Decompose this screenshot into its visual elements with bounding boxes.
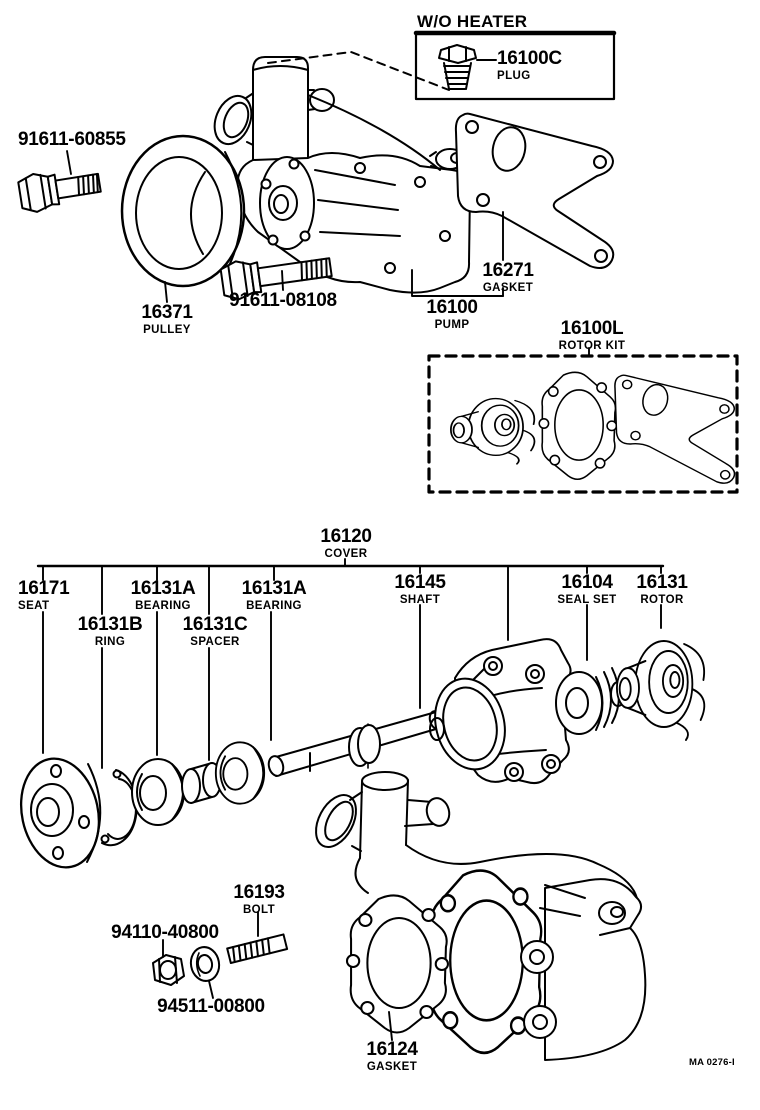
kit-bracket-drawing bbox=[615, 375, 735, 483]
part-name: GASKET bbox=[366, 1060, 418, 1073]
label-bearing-front bbox=[131, 579, 196, 612]
part-number: 94511-00800 bbox=[157, 996, 265, 1017]
part-name: PUMP bbox=[434, 318, 470, 331]
label-ring bbox=[78, 615, 143, 648]
label-spacer bbox=[183, 615, 248, 648]
pulley-drawing bbox=[122, 136, 244, 286]
part-name: GASKET bbox=[482, 281, 534, 294]
kit-rotor-drawing bbox=[451, 399, 535, 464]
part-name: BOLT bbox=[242, 903, 276, 916]
part-name: PLUG bbox=[497, 69, 531, 82]
label-gasket-bracket bbox=[482, 261, 533, 294]
kit-gasket-drawing bbox=[539, 372, 616, 479]
part-number: 16131A bbox=[130, 578, 196, 599]
part-number: 16100L bbox=[560, 318, 624, 339]
label-shaft bbox=[394, 573, 445, 606]
part-name: SEAT bbox=[18, 599, 50, 612]
inset-title: W/O HEATER bbox=[417, 12, 528, 31]
part-number: 16131 bbox=[636, 572, 688, 593]
pump-drawing bbox=[208, 57, 470, 293]
part-number: 16100 bbox=[426, 297, 478, 318]
label-bolt-pulley bbox=[18, 130, 126, 150]
part-name: SPACER bbox=[190, 635, 240, 648]
label-gasket-body bbox=[366, 1040, 417, 1073]
washer-drawing bbox=[188, 945, 221, 983]
bearing-rear-drawing bbox=[216, 742, 264, 803]
label-seal-set bbox=[557, 573, 616, 606]
part-number: 91611-60855 bbox=[18, 129, 126, 150]
part-name: COVER bbox=[324, 547, 368, 560]
part-number: 16131A bbox=[241, 578, 307, 599]
seal-set-drawing bbox=[556, 668, 625, 734]
part-name: RING bbox=[94, 635, 126, 648]
label-bolt-pump bbox=[229, 291, 337, 311]
housing-drawing bbox=[308, 772, 646, 1060]
part-number: 16104 bbox=[561, 572, 613, 593]
stud-bolt-drawing bbox=[227, 934, 287, 963]
part-number: 16193 bbox=[233, 882, 285, 903]
label-pulley bbox=[141, 303, 192, 336]
label-plug bbox=[497, 49, 562, 82]
nut-drawing bbox=[153, 955, 184, 985]
cover-drawing bbox=[426, 639, 571, 783]
label-cover bbox=[320, 527, 371, 560]
drawing-code: MA 0276-I bbox=[689, 1057, 735, 1068]
part-number: 16171 bbox=[18, 578, 70, 599]
bracket-gasket-drawing bbox=[456, 114, 613, 268]
part-number: 94110-40800 bbox=[111, 922, 219, 943]
part-number: 16131B bbox=[77, 614, 143, 635]
part-number: 16371 bbox=[141, 302, 193, 323]
label-washer bbox=[157, 997, 265, 1017]
part-number: 16145 bbox=[394, 572, 446, 593]
part-number: 16271 bbox=[482, 260, 534, 281]
label-nut bbox=[111, 923, 219, 943]
label-pump bbox=[426, 298, 477, 331]
seat-drawing bbox=[11, 751, 108, 874]
bearing-front-drawing bbox=[132, 759, 184, 825]
label-bearing-rear bbox=[242, 579, 307, 612]
part-name: PULLEY bbox=[143, 323, 191, 336]
rotor-drawing bbox=[617, 641, 704, 740]
label-seat bbox=[18, 579, 69, 612]
label-stud-bolt bbox=[233, 883, 284, 916]
label-rotor bbox=[636, 573, 687, 606]
part-number: 16100C bbox=[497, 48, 562, 69]
body-gasket-drawing bbox=[347, 895, 448, 1032]
snap-ring-drawing bbox=[102, 770, 137, 845]
part-name: BEARING bbox=[246, 599, 302, 612]
part-name: SEAL SET bbox=[557, 593, 617, 606]
part-number: 16120 bbox=[320, 526, 372, 547]
part-name: BEARING bbox=[135, 599, 191, 612]
label-rotor-kit bbox=[559, 319, 626, 352]
part-name: ROTOR bbox=[640, 593, 684, 606]
part-number: 91611-08108 bbox=[229, 290, 337, 311]
shaft-drawing bbox=[267, 710, 444, 778]
part-number: 16131C bbox=[182, 614, 248, 635]
plug-drawing bbox=[439, 45, 476, 89]
part-number: 16124 bbox=[366, 1039, 418, 1060]
drive-bolt-drawing bbox=[17, 164, 102, 214]
part-name: SHAFT bbox=[399, 593, 441, 606]
part-name: ROTOR KIT bbox=[558, 339, 626, 352]
